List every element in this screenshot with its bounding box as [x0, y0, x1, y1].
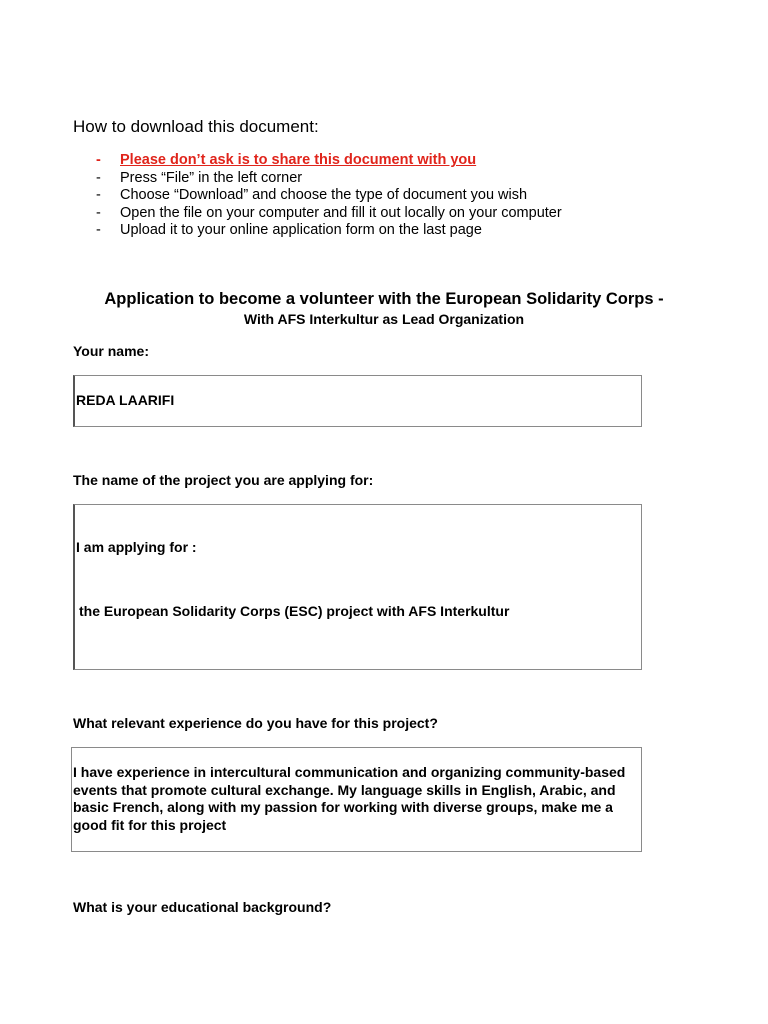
name-value: REDA LAARIFI: [76, 392, 175, 408]
howto-step: [96, 205, 562, 223]
howto-step-text: Press “File” in the left corner: [120, 169, 303, 186]
name-label: Your name:: [73, 343, 149, 359]
howto-step-text: Upload it to your online application form on the last page: [120, 222, 482, 239]
experience-value: I have experience in intercultural communication and organizing community-based events that promote cultural exchange. My language skills in English, Arabic, and basic French, along with my passion for working with diverse groups, make me a good fit for this project: [73, 764, 626, 833]
howto-step-text: Choose “Download” and choose the type of document you wish: [120, 187, 528, 204]
project-line-2: the European Solidarity Corps (ESC) project with AFS Interkultur: [79, 603, 510, 619]
bullet-dash: -: [96, 187, 101, 204]
howto-step-text: Open the file on your computer and fill it out locally on your computer: [120, 204, 562, 221]
howto-step-text: Please don’t ask is to share this document with you: [120, 152, 477, 168]
project-field[interactable]: [73, 504, 642, 670]
name-field[interactable]: [73, 375, 642, 427]
application-title: Application to become a volunteer with the European Solidarity Corps -: [104, 290, 664, 308]
project-line-1: I am applying for :: [76, 539, 197, 555]
howto-step: [96, 187, 562, 205]
application-subtitle: With AFS Interkultur as Lead Organization: [243, 311, 525, 327]
howto-step: [96, 170, 562, 188]
howto-step-warning: [96, 152, 562, 170]
bullet-dash: -: [96, 169, 101, 186]
howto-title: How to download this document:: [73, 117, 319, 136]
education-label: What is your educational background?: [73, 899, 332, 915]
bullet-dash: -: [96, 222, 101, 239]
bullet-dash: -: [96, 204, 101, 221]
howto-step: [96, 222, 562, 240]
project-label: The name of the project you are applying for:: [73, 472, 374, 488]
howto-steps-list: [96, 152, 562, 240]
experience-field[interactable]: [71, 747, 642, 852]
bullet-dash: -: [96, 152, 101, 168]
experience-label: What relevant experience do you have for this project?: [73, 715, 438, 731]
